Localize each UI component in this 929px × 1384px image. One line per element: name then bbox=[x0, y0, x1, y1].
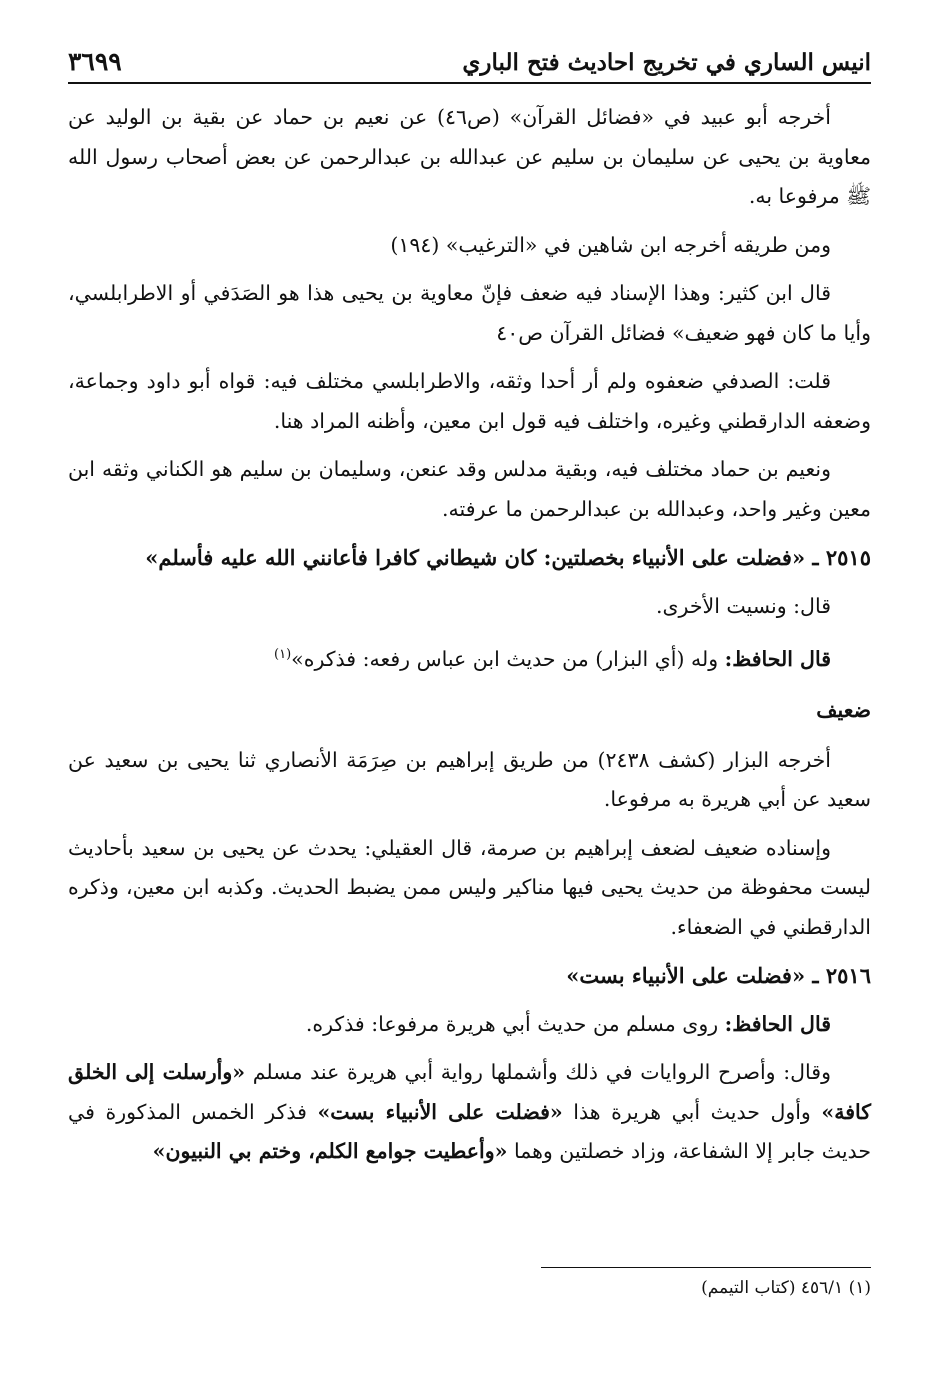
hafiz-label: قال الحافظ: bbox=[724, 646, 831, 671]
footnote: (١) ٤٥٦/١ (كتاب التيمم) bbox=[701, 1278, 871, 1298]
text-run: وقال: وأصرح الروايات في ذلك وأشملها رواية أبي هريرة عند مسلم bbox=[245, 1060, 832, 1085]
paragraph-8 bbox=[68, 1053, 871, 1172]
paragraph-5: ونعيم بن حماد مختلف فيه، وبقية مدلس وقد عنعن، وسليمان بن سليم هو الكناني وثقه ابن معين وغير واحد، وعبدالله بن عبدالرحمن ما عرفته. bbox=[68, 457, 871, 521]
hafiz-quote-2 bbox=[68, 1005, 871, 1045]
paragraph-4: قلت: الصدفي ضعفوه ولم أر أحدا وثقه، والاطرابلسي مختلف فيه: قواه أبو داود وجماعة، وضعفه الدارقطني وغيره، واختلف فيه قول ابن معين، وأظنه المراد هنا. bbox=[68, 369, 871, 433]
hadith-2516-heading: ٢٥١٦ ـ «فضلت على الأنبياء بست» bbox=[566, 963, 871, 989]
page-header bbox=[68, 40, 871, 84]
paragraph-1: أخرجه أبو عبيد في «فضائل القرآن» (ص٤٦) عن نعيم بن حماد عن بقية بن الوليد عن معاوية بن يحيى عن سليمان بن سليم عن عبدالله بن عبدالرحمن عن بعض أصحاب رسول الله ﷺ مرفوعا به. bbox=[68, 105, 871, 208]
hadith-2515-note: قال: ونسيت الأخرى. bbox=[655, 593, 831, 618]
hadith-2515-heading: ٢٥١٥ ـ «فضلت على الأنبياء بخصلتين: كان شيطاني كافرا فأعانني الله عليه فأسلم» bbox=[145, 545, 871, 570]
footnote-divider bbox=[541, 1267, 871, 1268]
hafiz-label: قال الحافظ: bbox=[724, 1011, 831, 1036]
bold-quote: «وأعطيت جوامع الكلم، وختم بي النبيون» bbox=[152, 1139, 508, 1164]
paragraph-6: أخرجه البزار (كشف ٢٤٣٨) من طريق إبراهيم بن صِرَمَة الأنصاري ثنا يحيى بن سعيد عن سعيد عن أبي هريرة به مرفوعا. bbox=[68, 747, 871, 812]
footnote-reference[interactable]: (١) bbox=[274, 647, 292, 662]
hafiz-quote-1 bbox=[68, 635, 871, 679]
bold-quote: «فضلت على الأنبياء بست» bbox=[317, 1099, 563, 1124]
text-run: وأول حديث أبي هريرة هذا bbox=[562, 1099, 822, 1124]
paragraph-2: ومن طريقه أخرجه ابن شاهين في «الترغيب» (١٩٤) bbox=[390, 232, 831, 257]
page-number: ٣٦٩٩ bbox=[68, 47, 122, 76]
paragraph-3: قال ابن كثير: وهذا الإسناد فيه ضعف فإنّ معاوية بن يحيى هذا هو الصَدَفي أو الاطرابلسي، وأيا ما كان فهو ضعيف» فضائل القرآن ص٤٠ bbox=[68, 281, 871, 345]
hafiz-text: روى مسلم من حديث أبي هريرة مرفوعا: فذكره. bbox=[305, 1011, 725, 1036]
grading: ضعيف bbox=[816, 698, 871, 723]
text-run: فذكر الخمس المذكورة في حديث جابر إلا الشفاعة، وزاد خصلتين وهما bbox=[68, 1099, 871, 1164]
page-body bbox=[68, 98, 871, 1181]
running-title: انيس الساري في تخريج احاديث فتح الباري bbox=[462, 49, 871, 76]
bold-quote: «وأرسلت إلى الخلق كافة» bbox=[68, 1060, 872, 1124]
hafiz-text: وله (أي البزار) من حديث ابن عباس رفعه: فذكره» bbox=[291, 646, 725, 671]
paragraph-7: وإسناده ضعيف لضعف إبراهيم بن صرمة، قال العقيلي: يحدث عن يحيى بن سعيد بأحاديث ليست محفوظة من حديث يحيى فيها مناكير وليس ممن يضبط الحديث. وكذبه ابن معين، وذكره الدارقطني في الضعفاء. bbox=[68, 835, 871, 939]
